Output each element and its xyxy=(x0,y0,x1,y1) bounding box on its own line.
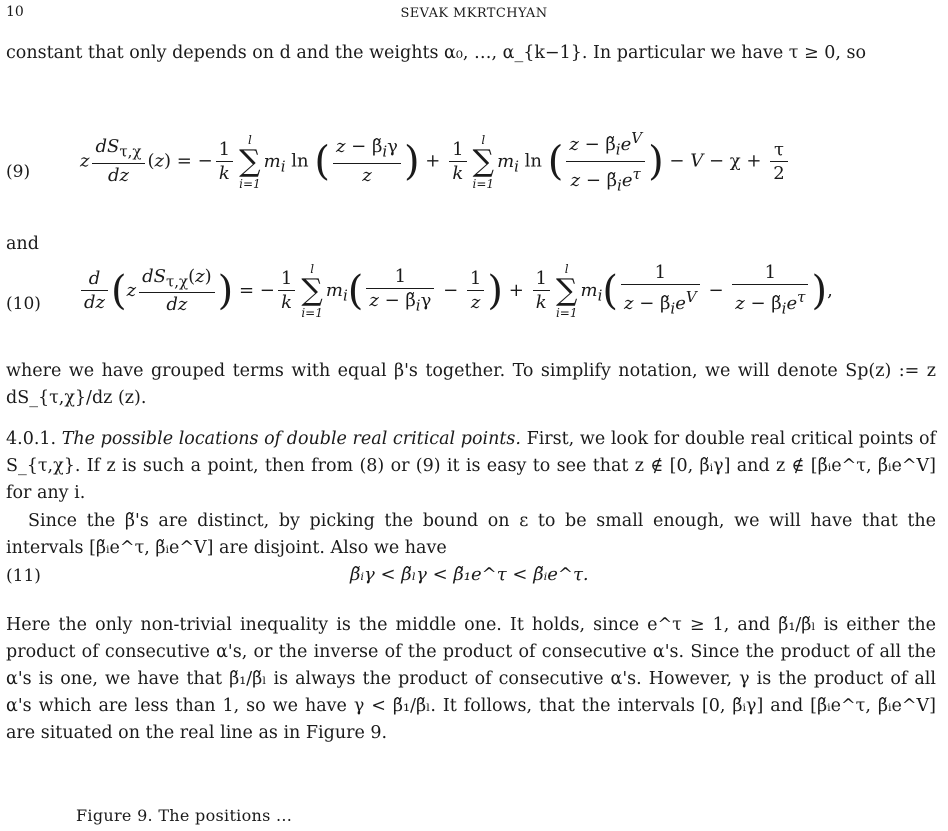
equation-11: β̃ᵢγ < β̃ₗγ < β̃₁e^τ < β̃ᵢe^τ. xyxy=(350,564,589,585)
figure-caption: Figure 9. The positions ... xyxy=(76,806,293,825)
paragraph-4: Since the β̃'s are distinct, by picking the bound on ε to be small enough, we will have that the intervals [β̃ᵢe^τ, β̃ᵢe^V] are disjoint. Also we have xyxy=(6,511,936,558)
paragraph-3 xyxy=(6,426,936,507)
running-header: SEVAK MKRTCHYAN xyxy=(400,6,548,21)
equation-9: z $\frac{dS_{\tau,\chi}}{dz}$ (z) = − $\frac{1}{k}$ l ∑ i=1 $m_i$ ln ( $\frac{z - \betã_i\gamma}{z}$ ) + $\frac{1}{k}$ l ∑ i=1 $m_i$ ln ( $\frac{z - \betã_ie^V}{z - \betã_ie^\tau}$ ) − V − χ + $\frac{\tau}{2}$ xyxy=(80,128,791,195)
equation-11-label: (11) xyxy=(6,566,41,586)
equation-10-label: (10) xyxy=(6,294,41,314)
section-number: 4.0.1. xyxy=(6,429,57,449)
paragraph-3-body: First, we look for double real critical points of S_{τ,χ}. If z is such a point, then from (8) or (9) it is easy to see that z ∉ [0, β̃ᵢγ] and z ∉ [β̃ᵢe^τ, β̃ᵢe^V] for any i. xyxy=(6,429,936,503)
equation-10: $\frac{d}{dz}$ (z $\frac{dS_{\tau,\chi}(z)}{dz}$ ) = − $\frac{1}{k}$ l ∑ i=1 $m_i$( $\frac{1}{z - \betã_i\gamma}$ − $\frac{1}{z}$ ) + $\frac{1}{k}$ l ∑ i=1 $m_i$( $\frac{1}{z - \betã_ie^V}$ − $\frac{1}{z - \betã_ie^\tau}$ ), xyxy=(78,262,833,320)
paragraph-and: and xyxy=(6,234,39,254)
equation-9-label: (9) xyxy=(6,162,31,182)
paragraph-1: constant that only depends on d and the weights α₀, …, α_{k−1}. In particular we have τ ≥ 0, so xyxy=(6,43,867,63)
section-title: The possible locations of double real critical points. xyxy=(61,429,521,449)
page-number: 10 xyxy=(6,4,24,20)
paragraph-5: Here the only non-trivial inequality is the middle one. It holds, since e^τ ≥ 1, and β̃₁/β̃ₗ is either the product of consecutive α's, or the inverse of the product of consecutive α's. Since the product of all the α's is one, we have that β̃₁/β̃ₗ is always the product of consecutive α's. However, γ is the product of all α's which are less than 1, so we have γ < β̃₁/β̃ₗ. It follows, that the intervals [0, β̃ᵢγ] and [β̃ᵢe^τ, β̃ᵢe^V] are situated on the real line as in Figure 9. xyxy=(6,615,936,743)
paragraph-2: where we have grouped terms with equal β's together. To simplify notation, we will denote Sp(z) := z dS_{τ,χ}/dz (z). xyxy=(6,361,936,408)
